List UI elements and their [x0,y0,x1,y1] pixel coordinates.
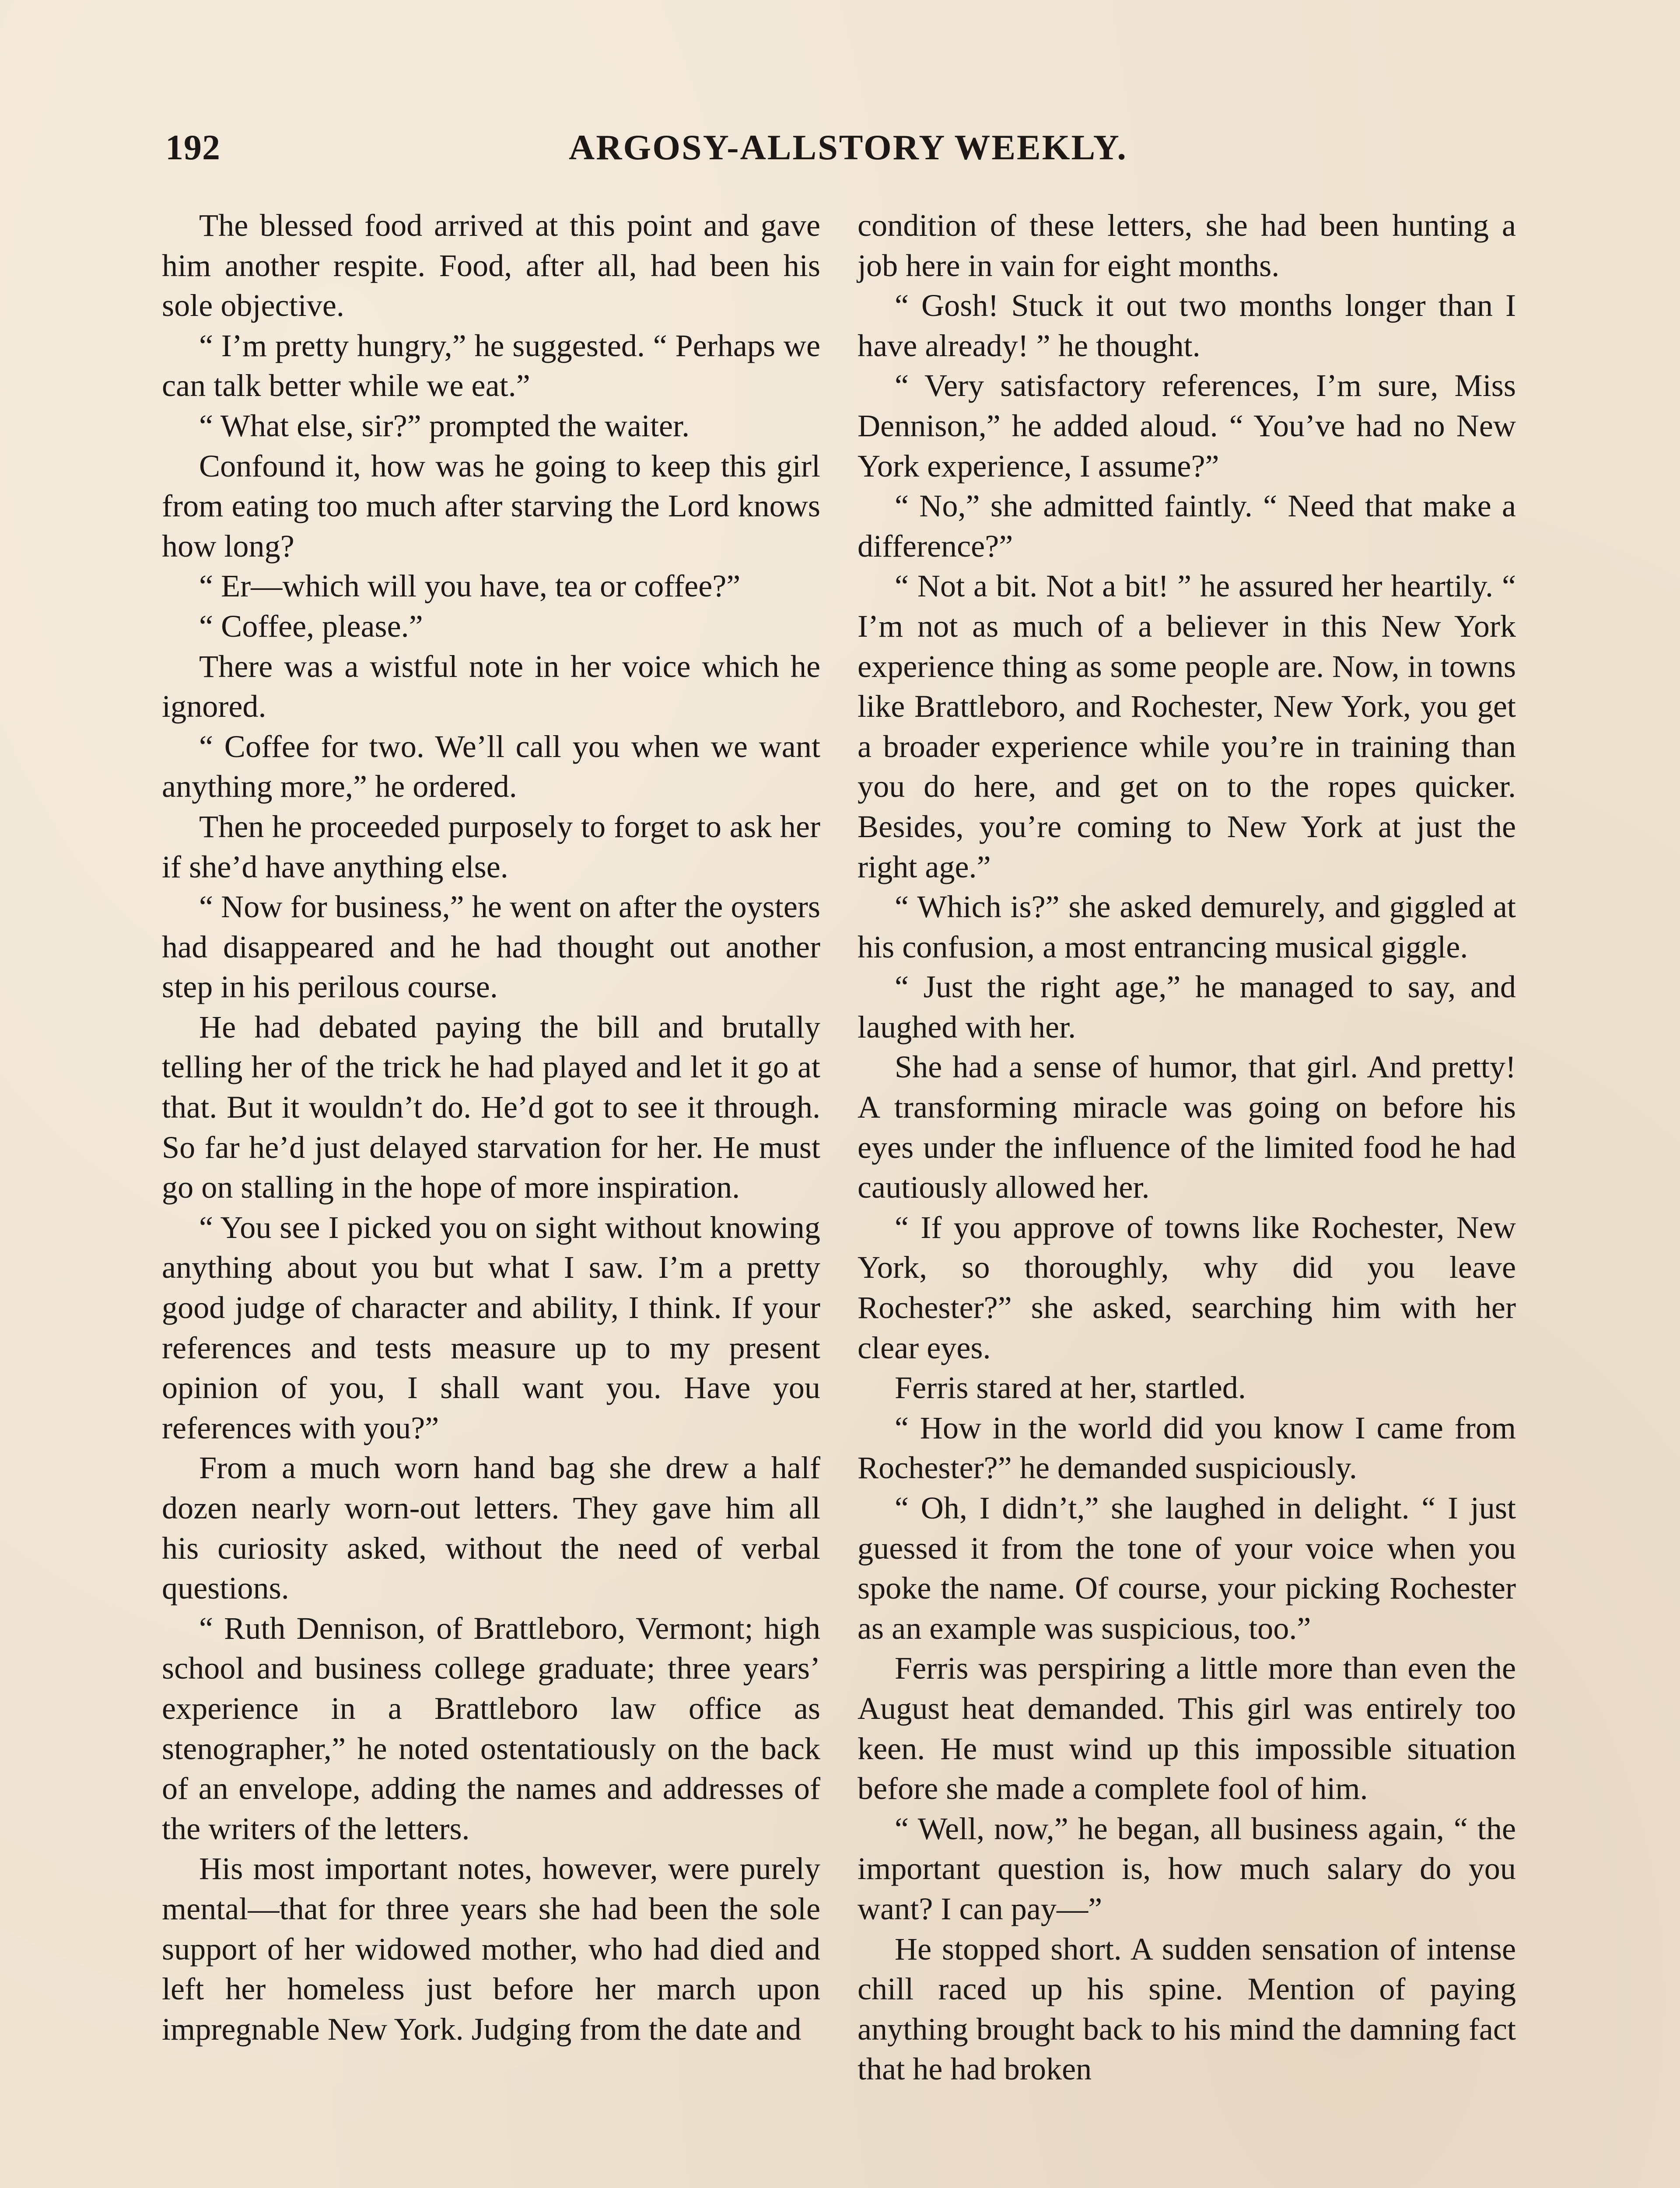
paragraph-continued: condition of these letters, she had been hunting a job here in vain for eight months. [858,208,1516,283]
paragraph: He had debated paying the bill and brutally telling her of the trick he had played and let it go at that. But it wouldn’t do. He’d got to see it through. So far he’d just delayed starvation for her. He must go on stalling in the hope of more inspiration. [162,1009,820,1205]
paragraph: “ No,” she admitted faintly. “ Need that make a difference?” [858,488,1516,564]
paragraph: “ How in the world did you know I came from Rochester?” he demanded suspiciously. [858,1410,1516,1486]
paragraph: Ferris was perspiring a little more than even the August heat demanded. This girl was entirely too keen. He must wind up this impossible situation before she made a complete fool of him. [858,1651,1516,1806]
paragraph: Ferris stared at her, startled. [895,1370,1246,1406]
paragraph: “ Just the right age,” he managed to say, and laughed with her. [858,969,1516,1045]
paragraph: “ Which is?” she asked demurely, and giggled at his confusion, a most entrancing musical giggle. [858,889,1516,964]
paragraph: “ Very satisfactory references, I’m sure, Miss Dennison,” he added aloud. “ You’ve had no New York experience, I assume?” [858,368,1516,484]
paragraph: “ You see I picked you on sight without knowing anything about you but what I saw. I’m a pretty good judge of character and ability, I think. If your references and tests measure up to my present opinion of you, I shall want you. Have you references with you?” [162,1210,820,1445]
paragraph: His most important notes, however, were purely mental—that for three years she had been the sole support of her widowed mother, who had died and left her homeless just before her march upon impregnable New York. Judging from the date and [162,1851,820,2047]
paragraph: “ I’m pretty hungry,” he suggested. “ Perhaps we can talk better while we eat.” [162,328,820,403]
paragraph: “ Well, now,” he began, all business again, “ the important question is, how much salary do you want? I can pay—” [858,1811,1516,1926]
paragraph: There was a wistful note in her voice which he ignored. [162,649,820,724]
page-number: 192 [165,127,220,167]
paragraph: “ If you approve of towns like Rochester, New York, so thoroughly, why did you leave Rochester?” she asked, searching him with her clear eyes. [858,1210,1516,1365]
paragraph: “ Not a bit. Not a bit! ” he assured her heartily. “ I’m not as much of a believer in this New York experience thing as some people are. Now, in towns like Brattleboro, and Rochester, New York, you get a broader experience while you’re in training than you do here, and get on to the ropes quicker. Besides, you’re coming to New York at just the right age.” [858,568,1516,884]
paragraph: She had a sense of humor, that girl. And pretty! A transforming miracle was going on before his eyes under the influence of the limited food he had cautiously allowed her. [858,1049,1516,1205]
running-title: ARGOSY-ALLSTORY WEEKLY. [569,127,1127,167]
paragraph: He stopped short. A sudden sensation of intense chill raced up his spine. Mention of paying anything brought back to his mind the damning fact that he had broken [858,1931,1516,2087]
paragraph: “ What else, sir?” prompted the waiter. [199,408,690,443]
paragraph: “ Coffee, please.” [199,608,423,644]
paragraph: “ Oh, I didn’t,” she laughed in delight. “ I just guessed it from the tone of your voice when you spoke the name. Of course, your picking Rochester as an example was suspicious, too.” [858,1490,1516,1646]
paragraph: “ Gosh! Stuck it out two months longer than I have already! ” he thought. [858,288,1516,363]
paragraph: “ Coffee for two. We’ll call you when we want anything more,” he ordered. [162,729,820,804]
paragraph: The blessed food arrived at this point and gave him another respite. Food, after all, had been his sole objective. [162,208,820,323]
paragraph: “ Now for business,” he went on after the oysters had disappeared and he had thought out another step in his perilous course. [162,889,820,1005]
paragraph: “ Er—which will you have, tea or coffee?” [199,568,741,604]
text-column-right [858,206,1516,2090]
paragraph: “ Ruth Dennison, of Brattleboro, Vermont; high school and business college graduate; three years’ experience in a Brattleboro law office as stenographer,” he noted ostentatiously on the back of an envelope, adding the names and addresses of the writers of the letters. [162,1610,820,1846]
paragraph: From a much worn hand bag she drew a half dozen nearly worn-out letters. They gave him all his curiosity asked, without the need of verbal questions. [162,1450,820,1606]
paragraph: Confound it, how was he going to keep this girl from eating too much after starving the Lord knows how long? [162,448,820,564]
text-column-left [162,206,820,2049]
paragraph: Then he proceeded purposely to forget to ask her if she’d have anything else. [162,809,820,884]
